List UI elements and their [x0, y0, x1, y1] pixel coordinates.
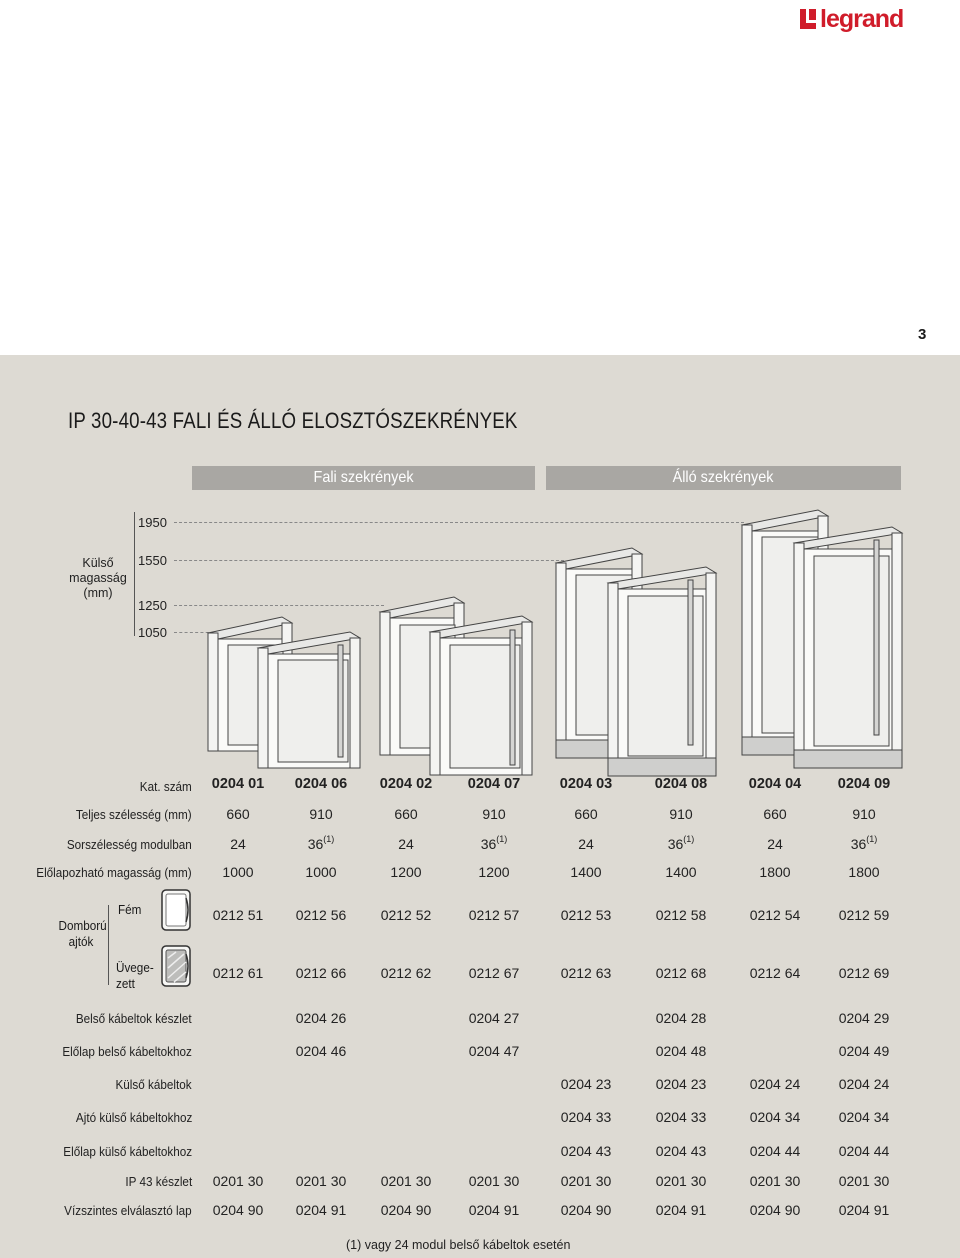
height-axis	[134, 512, 135, 636]
outer-duct-cell: 0204 23	[560, 1076, 612, 1092]
height-cell: 1800	[759, 864, 791, 880]
page-number: 3	[918, 326, 927, 343]
glass-door-cell: 0212 61	[212, 965, 264, 981]
doors-bracket	[108, 905, 109, 985]
modules-cell: 36$^{(1)}$	[850, 834, 878, 852]
inner-duct-cell: 0204 28	[655, 1010, 707, 1026]
brand-logo	[800, 4, 920, 34]
ip43-cell: 0201 30	[749, 1173, 801, 1189]
inner-duct-cell: 0204 27	[468, 1010, 520, 1026]
separator-cell: 0204 90	[560, 1202, 612, 1218]
height-cell: 1000	[305, 864, 337, 880]
cabinet-illustrations	[200, 505, 910, 780]
ip43-cell: 0201 30	[295, 1173, 347, 1189]
footnote-ref: (1)	[496, 834, 508, 844]
separator-cell: 0204 90	[749, 1202, 801, 1218]
cat-number-cell: 0204 07	[467, 776, 521, 792]
ip43-cell: 0201 30	[380, 1173, 432, 1189]
cat-number-cell: 0204 04	[748, 776, 802, 792]
logo-mark-icon	[800, 9, 816, 29]
footnote-ref: (1)	[683, 834, 695, 844]
group-header-floor: Álló szekrények	[546, 466, 901, 490]
row-label-outer-door: Ajtó külső kábeltokhoz	[75, 1110, 192, 1125]
metal-door-cell: 0212 52	[380, 907, 432, 923]
row-label-outer-duct: Külső kábeltok	[115, 1077, 192, 1092]
glass-door-cell: 0212 66	[295, 965, 347, 981]
cabinet-020407	[430, 616, 532, 775]
inner-duct-cell: 0204 29	[838, 1010, 890, 1026]
outer-duct-cell: 0204 24	[749, 1076, 801, 1092]
ip43-cell: 0201 30	[838, 1173, 890, 1189]
outer-cover-cell: 0204 43	[560, 1143, 612, 1159]
outer-duct-cell: 0204 23	[655, 1076, 707, 1092]
cabinet-020406	[258, 632, 360, 768]
cat-number-cell: 0204 06	[294, 776, 348, 792]
height-cell: 1800	[848, 864, 880, 880]
width-cell: 910	[309, 806, 333, 822]
cabinet-020409	[794, 527, 902, 768]
cabinet-020408	[608, 567, 716, 776]
row-label-height: Előlapozható magasság (mm)	[36, 865, 192, 880]
row-label-cat: Kat. szám	[139, 779, 192, 794]
width-cell: 910	[852, 806, 876, 822]
modules-cell: 24	[767, 836, 783, 852]
separator-cell: 0204 91	[655, 1202, 707, 1218]
modules-cell: 36$^{(1)}$	[480, 834, 508, 852]
row-label-doors: Domború ajtók	[58, 918, 107, 949]
row-label-width: Teljes szélesség (mm)	[76, 807, 192, 822]
metal-door-cell: 0212 59	[838, 907, 890, 923]
modules-cell: 24	[578, 836, 594, 852]
separator-cell: 0204 91	[468, 1202, 520, 1218]
outer-duct-cell: 0204 24	[838, 1076, 890, 1092]
height-cell: 1200	[478, 864, 510, 880]
outer-cover-cell: 0204 44	[838, 1143, 890, 1159]
row-label-outer-cover: Előlap külső kábeltokhoz	[63, 1144, 192, 1159]
cat-number-cell: 0204 01	[211, 776, 265, 792]
tick-1950: 1950	[138, 515, 167, 530]
metal-door-cell: 0212 57	[468, 907, 520, 923]
height-axis-label: Külső magasság (mm)	[69, 556, 127, 600]
glass-door-cell: 0212 69	[838, 965, 890, 981]
modules-cell: 36$^{(1)}$	[307, 834, 335, 852]
glass-door-cell: 0212 68	[655, 965, 707, 981]
outer-cover-cell: 0204 44	[749, 1143, 801, 1159]
footnote: (1) vagy 24 modul belső kábeltok esetén	[346, 1238, 571, 1252]
inner-cover-cell: 0204 46	[295, 1043, 347, 1059]
outer-door-cell: 0204 33	[655, 1109, 707, 1125]
metal-door-cell: 0212 53	[560, 907, 612, 923]
footnote-ref: (1)	[866, 834, 878, 844]
inner-duct-cell: 0204 26	[295, 1010, 347, 1026]
row-label-modules: Sorszélesség modulban	[67, 837, 192, 852]
tick-1050: 1050	[138, 625, 167, 640]
width-cell: 660	[763, 806, 787, 822]
inner-cover-cell: 0204 47	[468, 1043, 520, 1059]
ip43-cell: 0201 30	[212, 1173, 264, 1189]
cat-number-cell: 0204 03	[559, 776, 613, 792]
separator-cell: 0204 91	[295, 1202, 347, 1218]
width-cell: 910	[482, 806, 506, 822]
width-cell: 910	[669, 806, 693, 822]
ip43-cell: 0201 30	[655, 1173, 707, 1189]
row-label-inner-cover: Előlap belső kábeltokhoz	[62, 1044, 192, 1059]
height-cell: 1000	[222, 864, 254, 880]
glass-door-cell: 0212 63	[560, 965, 612, 981]
metal-door-cell: 0212 54	[749, 907, 801, 923]
row-label-metal: Fém	[118, 902, 142, 917]
ip43-cell: 0201 30	[560, 1173, 612, 1189]
glass-door-cell: 0212 67	[468, 965, 520, 981]
modules-cell: 24	[398, 836, 414, 852]
width-cell: 660	[394, 806, 418, 822]
height-cell: 1200	[390, 864, 422, 880]
glass-door-icon	[160, 944, 194, 990]
row-label-ip43: IP 43 készlet	[125, 1174, 192, 1189]
outer-door-cell: 0204 33	[560, 1109, 612, 1125]
metal-door-cell: 0212 51	[212, 907, 264, 923]
cat-number-cell: 0204 09	[837, 776, 891, 792]
separator-cell: 0204 90	[212, 1202, 264, 1218]
cat-number-cell: 0204 08	[654, 776, 708, 792]
metal-door-cell: 0212 56	[295, 907, 347, 923]
height-cell: 1400	[665, 864, 697, 880]
row-label-glass: Üvege-zett	[116, 960, 154, 991]
glass-door-cell: 0212 62	[380, 965, 432, 981]
outer-door-cell: 0204 34	[838, 1109, 890, 1125]
footnote-ref: (1)	[323, 834, 335, 844]
modules-cell: 24	[230, 836, 246, 852]
outer-cover-cell: 0204 43	[655, 1143, 707, 1159]
tick-1250: 1250	[138, 598, 167, 613]
width-cell: 660	[226, 806, 250, 822]
inner-cover-cell: 0204 48	[655, 1043, 707, 1059]
group-header-wall: Fali szekrények	[192, 466, 535, 490]
width-cell: 660	[574, 806, 598, 822]
ip43-cell: 0201 30	[468, 1173, 520, 1189]
inner-cover-cell: 0204 49	[838, 1043, 890, 1059]
glass-door-cell: 0212 64	[749, 965, 801, 981]
cat-number-cell: 0204 02	[379, 776, 433, 792]
outer-door-cell: 0204 34	[749, 1109, 801, 1125]
separator-cell: 0204 91	[838, 1202, 890, 1218]
tick-1550: 1550	[138, 553, 167, 568]
height-cell: 1400	[570, 864, 602, 880]
metal-door-icon	[160, 888, 194, 934]
row-label-inner-duct: Belső kábeltok készlet	[76, 1011, 192, 1026]
row-label-separator: Vízszintes elválasztó lap	[64, 1203, 192, 1218]
brand-name: legrand	[820, 4, 904, 33]
separator-cell: 0204 90	[380, 1202, 432, 1218]
metal-door-cell: 0212 58	[655, 907, 707, 923]
page-title: IP 30-40-43 FALI ÉS ÁLLÓ ELOSZTÓSZEKRÉNYEK	[68, 408, 518, 433]
modules-cell: 36$^{(1)}$	[667, 834, 695, 852]
